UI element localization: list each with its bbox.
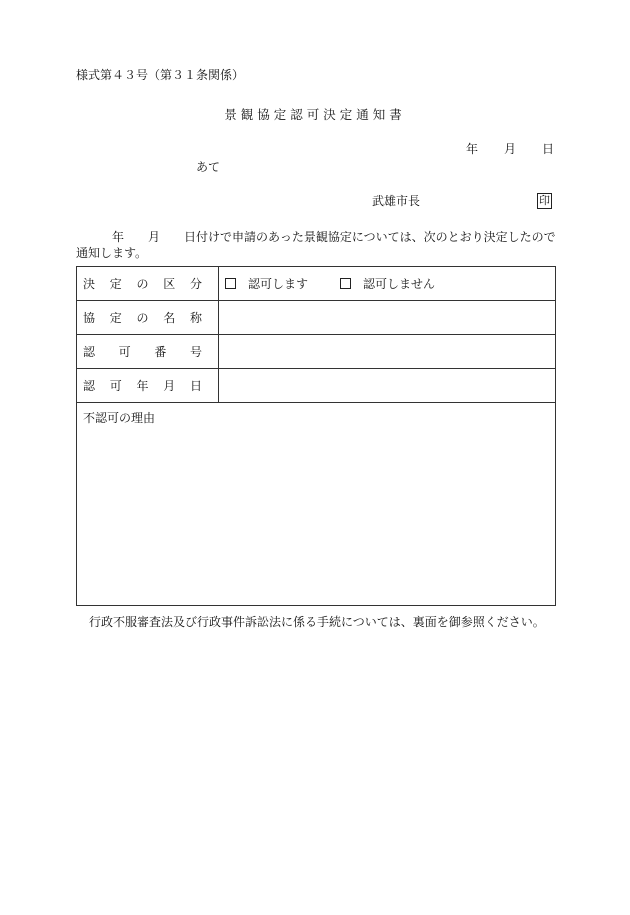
option-deny[interactable]	[340, 275, 435, 292]
agreement-name-field[interactable]	[219, 301, 556, 335]
label-char: 分	[189, 277, 202, 291]
label-char: 番	[154, 345, 167, 359]
body-text	[76, 229, 556, 261]
form-number: 様式第４３号（第３１条関係）	[76, 68, 245, 82]
label-decision-category	[77, 267, 219, 301]
label-char: 可	[118, 345, 131, 359]
label-agreement-name	[77, 301, 219, 335]
label-char: 称	[189, 311, 202, 325]
checkbox-approve[interactable]	[225, 278, 236, 289]
approval-date-field[interactable]	[219, 369, 556, 403]
checkbox-deny[interactable]	[340, 278, 351, 289]
label-char: 協	[83, 311, 96, 325]
label-char: 号	[189, 345, 202, 359]
label-char: 認	[83, 379, 96, 393]
label-char: の	[136, 277, 149, 291]
table-row	[77, 267, 556, 301]
date-line	[466, 142, 554, 156]
body-year: 年	[112, 230, 125, 244]
label-char: 決	[83, 277, 96, 291]
body-line1: 日付けで申請のあった景観協定については、次のとおり決定したので	[184, 230, 556, 244]
notice-table	[76, 266, 556, 606]
addressee: あて	[196, 160, 221, 174]
document-title: 景観協定認可決定通知書	[224, 107, 406, 122]
body-line2: 通知します。	[76, 246, 148, 260]
date-year: 年	[466, 142, 479, 156]
label-char: 月	[163, 379, 176, 393]
body-month: 月	[148, 230, 161, 244]
option-approve-label: 認可します	[248, 277, 309, 291]
sender-name: 武雄市長	[372, 194, 421, 208]
label-char: 定	[109, 311, 122, 325]
option-deny-label: 認可しません	[363, 277, 436, 291]
label-char: 定	[109, 277, 122, 291]
seal-stamp: 印	[539, 194, 550, 207]
date-day: 日	[542, 142, 555, 156]
table-row	[77, 301, 556, 335]
label-approval-number	[77, 335, 219, 369]
label-char: 認	[83, 345, 96, 359]
reason-label: 不認可の理由	[83, 411, 156, 425]
option-approve[interactable]	[225, 275, 308, 292]
label-char: 区	[163, 277, 176, 291]
approval-number-field[interactable]	[219, 335, 556, 369]
table-row	[77, 403, 556, 606]
table-row	[77, 335, 556, 369]
footer-note: 行政不服審査法及び行政事件訴訟法に係る手続については、裏面を御参照ください。	[89, 615, 545, 629]
label-approval-date	[77, 369, 219, 403]
decision-options	[219, 267, 556, 301]
reason-field[interactable]	[77, 403, 556, 606]
table-row	[77, 369, 556, 403]
label-char: 名	[163, 311, 176, 325]
date-month: 月	[504, 142, 517, 156]
label-char: 可	[109, 379, 122, 393]
label-char: 年	[136, 379, 149, 393]
label-char: 日	[189, 379, 202, 393]
label-char: の	[136, 311, 149, 325]
